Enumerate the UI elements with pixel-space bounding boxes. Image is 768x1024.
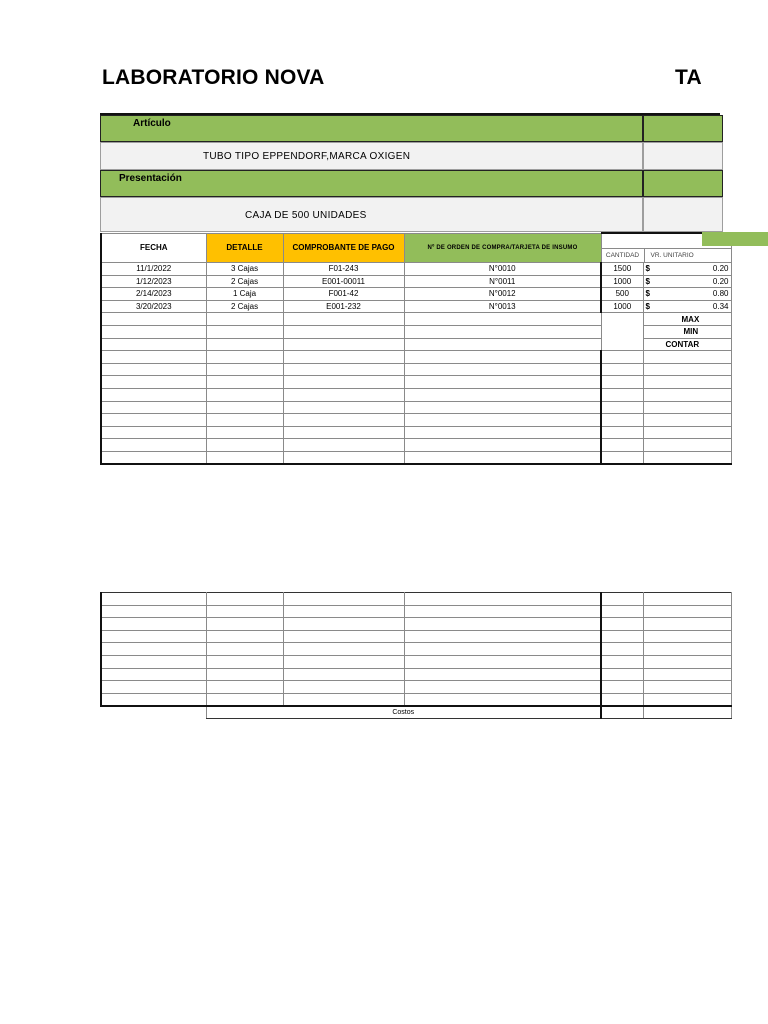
cell-orden[interactable]: N°0011 xyxy=(404,275,601,288)
bottom-cell[interactable] xyxy=(404,643,601,656)
table-row xyxy=(101,376,731,389)
presentation-side-cell xyxy=(643,170,723,197)
bottom-cell[interactable] xyxy=(601,681,643,694)
col-header-cantidad: CANTIDAD xyxy=(605,252,640,259)
bottom-cell[interactable] xyxy=(643,655,731,668)
col-header-orden: Nº DE ORDEN DE COMPRA/TARJETA DE INSUMO xyxy=(404,233,601,263)
table-row xyxy=(101,313,731,326)
bottom-cell[interactable] xyxy=(404,693,601,706)
bottom-table-row xyxy=(101,693,731,706)
bottom-cell[interactable] xyxy=(601,643,643,656)
cell-comprobante[interactable]: E001-232 xyxy=(283,300,404,313)
costs-label: Costos xyxy=(206,706,601,719)
bottom-table-row xyxy=(101,605,731,618)
bottom-cell[interactable] xyxy=(283,605,404,618)
table-row xyxy=(101,426,731,439)
bottom-table-row xyxy=(101,630,731,643)
currency-symbol: $ xyxy=(645,276,650,286)
bottom-cell[interactable] xyxy=(643,668,731,681)
inventory-table xyxy=(100,232,732,465)
bottom-cell[interactable] xyxy=(283,655,404,668)
page-title-right: TA xyxy=(675,66,702,89)
bottom-cell[interactable] xyxy=(283,618,404,631)
table-row xyxy=(101,351,731,364)
bottom-cell[interactable] xyxy=(404,593,601,606)
bottom-cell[interactable] xyxy=(404,681,601,694)
col-header-fecha: FECHA xyxy=(101,233,206,263)
table-row xyxy=(101,363,731,376)
bottom-cell[interactable] xyxy=(283,681,404,694)
article-side-cell xyxy=(643,115,723,142)
bottom-cell[interactable] xyxy=(206,668,283,681)
bottom-cell[interactable] xyxy=(101,681,206,694)
cell-unitario[interactable] xyxy=(643,288,731,301)
bottom-table-row xyxy=(101,593,731,606)
table-row xyxy=(101,275,731,288)
bottom-cell[interactable] xyxy=(101,593,206,606)
article-label: Artículo xyxy=(133,118,171,129)
table-row xyxy=(101,325,731,338)
cell-fecha[interactable]: 11/1/2022 xyxy=(101,263,206,276)
bottom-cell[interactable] xyxy=(283,593,404,606)
bottom-cell[interactable] xyxy=(404,618,601,631)
bottom-cell[interactable] xyxy=(601,655,643,668)
bottom-table-row xyxy=(101,681,731,694)
cell-comprobante[interactable]: F001-42 xyxy=(283,288,404,301)
cell-detalle[interactable]: 1 Caja xyxy=(206,288,283,301)
bottom-cell[interactable] xyxy=(643,605,731,618)
bottom-cell[interactable] xyxy=(643,630,731,643)
table-row xyxy=(101,439,731,452)
cell-detalle[interactable]: 2 Cajas xyxy=(206,275,283,288)
unit-price: 0.80 xyxy=(712,289,729,299)
cell-fecha[interactable]: 1/12/2023 xyxy=(101,275,206,288)
bottom-cell[interactable] xyxy=(206,630,283,643)
bottom-table-row xyxy=(101,643,731,656)
bottom-cell[interactable] xyxy=(601,618,643,631)
bottom-cell[interactable] xyxy=(601,693,643,706)
bottom-cell[interactable] xyxy=(643,643,731,656)
table-row xyxy=(101,451,731,464)
cell-cantidad[interactable]: 500 xyxy=(601,288,643,301)
bottom-table-row xyxy=(101,655,731,668)
cell-orden[interactable]: N°0013 xyxy=(404,300,601,313)
cell-unitario[interactable] xyxy=(643,275,731,288)
bottom-cell[interactable] xyxy=(283,643,404,656)
table-row xyxy=(101,288,731,301)
bottom-cell[interactable] xyxy=(283,668,404,681)
table-row xyxy=(101,388,731,401)
bottom-cell[interactable] xyxy=(601,630,643,643)
bottom-cell[interactable] xyxy=(404,655,601,668)
bottom-cell[interactable] xyxy=(206,655,283,668)
bottom-cell[interactable] xyxy=(101,618,206,631)
bottom-cell[interactable] xyxy=(643,618,731,631)
presentation-label-band xyxy=(100,170,643,197)
bottom-cell[interactable] xyxy=(283,630,404,643)
bottom-table-row xyxy=(101,668,731,681)
cell-cantidad[interactable]: 1500 xyxy=(601,263,643,276)
bottom-cell[interactable] xyxy=(404,668,601,681)
cell-orden[interactable]: N°0012 xyxy=(404,288,601,301)
cell-fecha[interactable]: 2/14/2023 xyxy=(101,288,206,301)
article-value-side xyxy=(643,142,723,170)
summary-contar: CONTAR xyxy=(643,338,731,351)
bottom-cell[interactable] xyxy=(101,605,206,618)
unit-price: 0.20 xyxy=(712,276,729,286)
table-row xyxy=(101,300,731,313)
bottom-cell[interactable] xyxy=(404,630,601,643)
bottom-cell[interactable] xyxy=(643,681,731,694)
bottom-cell[interactable] xyxy=(206,681,283,694)
bottom-cell[interactable] xyxy=(601,593,643,606)
bottom-cell[interactable] xyxy=(101,655,206,668)
cell-detalle[interactable]: 2 Cajas xyxy=(206,300,283,313)
cell-cantidad[interactable]: 1000 xyxy=(601,275,643,288)
bottom-cell[interactable] xyxy=(101,668,206,681)
table-row xyxy=(101,401,731,414)
article-value[interactable]: TUBO TIPO EPPENDORF,MARCA OXIGEN xyxy=(203,151,411,162)
bottom-cell[interactable] xyxy=(283,693,404,706)
presentation-label: Presentación xyxy=(119,173,182,184)
col-header-unitario: VR. UNITARIO xyxy=(644,249,731,262)
cell-orden[interactable]: N°0010 xyxy=(404,263,601,276)
bottom-cell[interactable] xyxy=(404,605,601,618)
summary-max: MAX xyxy=(643,313,731,326)
bottom-cell[interactable] xyxy=(206,693,283,706)
bottom-cell[interactable] xyxy=(206,605,283,618)
currency-symbol: $ xyxy=(645,264,650,274)
bottom-cell[interactable] xyxy=(101,693,206,706)
bottom-cell[interactable] xyxy=(601,605,643,618)
presentation-value-band xyxy=(100,197,643,232)
bottom-cell[interactable] xyxy=(206,593,283,606)
cell-cantidad[interactable]: 1000 xyxy=(601,300,643,313)
summary-min: MIN xyxy=(643,325,731,338)
bottom-cell[interactable] xyxy=(101,643,206,656)
bottom-cell[interactable] xyxy=(206,643,283,656)
cell-unitario[interactable] xyxy=(643,263,731,276)
cell-fecha[interactable]: 3/20/2023 xyxy=(101,300,206,313)
table-row xyxy=(101,414,731,427)
cell-unitario[interactable] xyxy=(643,300,731,313)
unit-price: 0.34 xyxy=(712,302,729,312)
side-green-bar xyxy=(702,232,768,246)
cell-comprobante[interactable]: F01-243 xyxy=(283,263,404,276)
bottom-cell[interactable] xyxy=(601,668,643,681)
page-title: LABORATORIO NOVA xyxy=(102,66,325,89)
col-header-detalle: DETALLE xyxy=(206,233,283,263)
bottom-cell[interactable] xyxy=(101,630,206,643)
bottom-cell[interactable] xyxy=(643,593,731,606)
bottom-cell[interactable] xyxy=(643,693,731,706)
col-header-comprobante: COMPROBANTE DE PAGO xyxy=(283,233,404,263)
bottom-table-row xyxy=(101,618,731,631)
cell-detalle[interactable]: 3 Cajas xyxy=(206,263,283,276)
table-row xyxy=(101,338,731,351)
article-label-band xyxy=(100,115,643,142)
currency-symbol: $ xyxy=(645,289,650,299)
bottom-cell[interactable] xyxy=(206,618,283,631)
unit-price: 0.20 xyxy=(712,264,729,274)
currency-symbol: $ xyxy=(645,302,650,312)
article-value-band xyxy=(100,142,643,170)
presentation-value-side xyxy=(643,197,723,232)
cell-comprobante[interactable]: E001-00011 xyxy=(283,275,404,288)
table-row xyxy=(101,263,731,276)
bottom-table xyxy=(100,592,732,719)
presentation-value[interactable]: CAJA DE 500 UNIDADES xyxy=(245,210,367,221)
